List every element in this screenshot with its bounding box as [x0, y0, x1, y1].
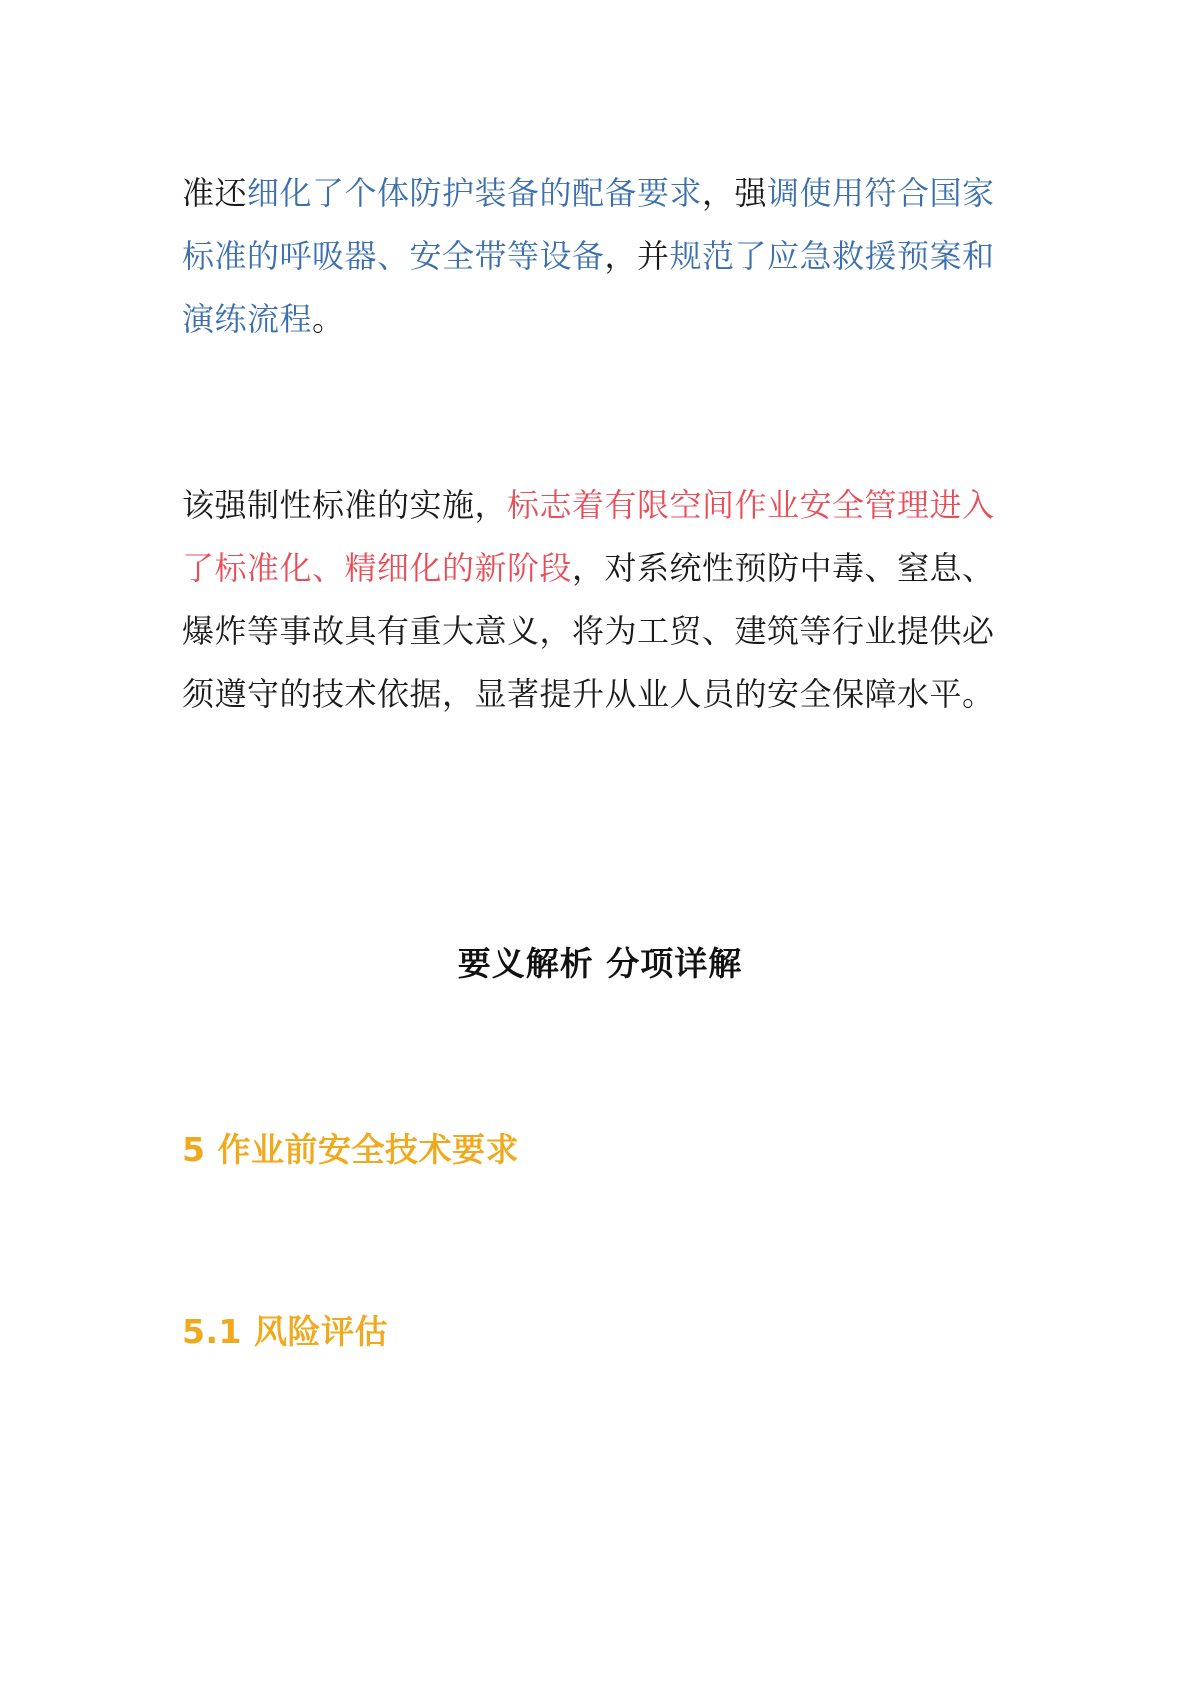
text-segment: 该强制性标准的实施， [182, 486, 508, 524]
emphasis-segment: 标志着有限空间作业安全管理进入了标准化、精细化的新阶段 [182, 486, 995, 587]
text-segment: ，并 [604, 237, 670, 275]
paragraph-ppe-requirements [182, 162, 1022, 351]
highlight-segment: 调使用符合国家标准的呼吸器、安全带等设备 [182, 174, 995, 275]
text-segment: ，强 [702, 174, 768, 212]
text-segment: 。 [312, 300, 345, 338]
highlight-segment: 细化了个体防护装备的配备要求 [247, 174, 703, 212]
text-segment: 准还 [182, 174, 248, 212]
heading-section-5: 5 作业前安全技术要求 [182, 1130, 519, 1169]
highlight-segment: 规范了应急救援预案和演练流程 [182, 237, 995, 338]
heading-section-5-1: 5.1 风险评估 [182, 1312, 388, 1351]
section-heading: 要义解析 分项详解 [457, 944, 743, 983]
paragraph-standard-significance [182, 474, 1022, 726]
text-segment: ，对系统性预防中毒、窒息、爆炸等事故具有重大意义，将为工贸、建筑等行业提供必须遵守的技术依据，显著提升从业人员的安全保障水平。 [182, 549, 995, 713]
